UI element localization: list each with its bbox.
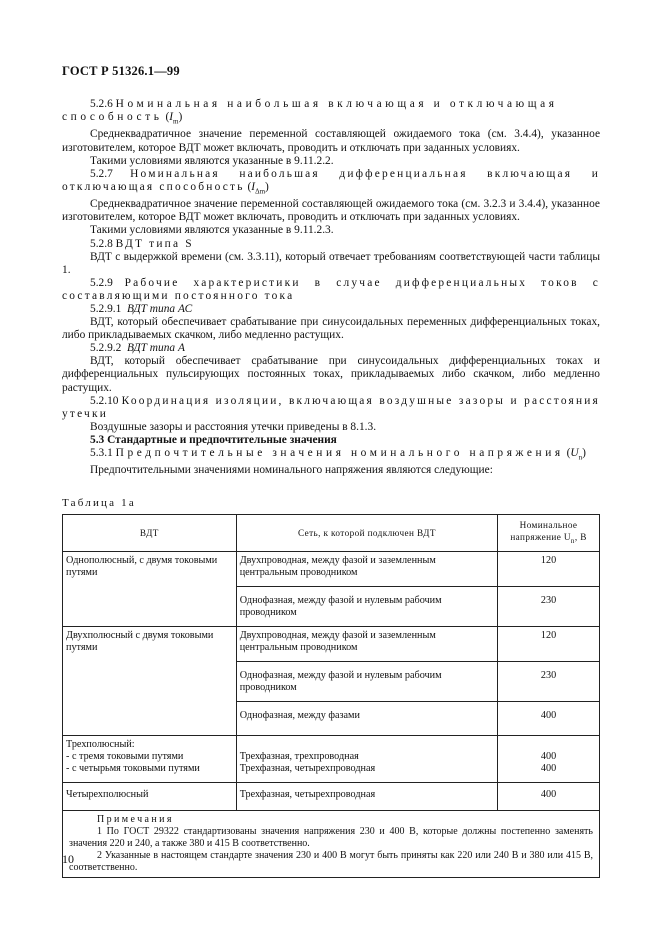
page-header: ГОСТ Р 51326.1—99	[62, 64, 180, 78]
table-row	[63, 736, 600, 783]
section-5-2-10-title: 5.2.10 Координация изоляции, включающая воздушные зазоры и расстояния утечки	[62, 394, 600, 420]
notes-title: Примечания	[97, 814, 174, 825]
note-1: 1 По ГОСТ 29322 стандартизованы значения напряжения 230 и 400 В, которые должны постепенно заменять значения 220 и 240, а также 380 и 415 В соответственно.	[69, 826, 593, 849]
table-row	[63, 783, 600, 811]
header-network: Сеть, к которой подключен ВДТ	[236, 515, 497, 552]
voltage-cell: 400 400	[498, 736, 600, 783]
table-caption: Таблица 1а	[62, 497, 136, 509]
network-cell: Трехфазная, четырехпроводная	[236, 783, 497, 811]
section-5-2-7-title: 5.2.7 Номинальная наибольшая дифференциальная включающая и отключающая способность $(I_{\Delta m})$	[62, 167, 600, 196]
voltage-cell: 400	[498, 783, 600, 811]
vdt-cell: Четырехполюсный	[63, 783, 237, 811]
voltage-cell: 400	[498, 702, 600, 736]
table-notes	[63, 811, 600, 878]
section-5-3-title: 5.3 Стандартные и предпочтительные значения	[90, 433, 337, 446]
voltage-cell: 230	[498, 587, 600, 627]
network-cell: Однофазная, между фазами	[236, 702, 497, 736]
vdt-cell: Двухполюсный с двумя токовыми путями	[63, 627, 237, 736]
body-text: 5.2.6 Номинальная наибольшая включающая и отключающая способность $(I_m)$ Среднеквадратичное значение переменной составляющей ожидаемого тока (см. 3.4.4), указанное изготовителем, которое ВДТ может включать, проводить и отключать при заданных условиях. Такими условиями являются указанные в 9.11.2.2. 5.2.7 Номинальная наибольшая дифференциальная включающая и отключающая способность $(I_{\Delta m})$ Среднеквадратичное значение переменной составляющей ожидаемого тока (см. 3.2.3 и 3.4.4), указанное изготовителем, которое ВДТ может включать, проводить и отключать при заданных условиях. Такими условиями являются указанные в 9.11.2.3. 5.2.8 ВДТ типа S ВДТ с выдержкой времени (см. 3.3.11), который отвечает требованиям соответствующей части таблицы 1. 5.2.9 Рабочие характеристики в случае дифференциальных токов с составляющими постоянного тока 5.2.9.1 ВДТ типа АС ВДТ, который обеспечивает срабатывание при синусоидальных переменных дифференциальных токах, либо прикладываемых скачком, либо медленно растущих. 5.2.9.2 ВДТ типа А ВДТ, который обеспечивает срабатывание при синусоидальных дифференциальных токах и дифференциальных пульсирующих постоянных токах, прикладываемых либо скачком, либо медленно растущих. 5.2.10 Координация изоляции, включающая воздушные зазоры и расстояния утечки Воздушные зазоры и расстояния утечки приведены в 8.1.3. 5.3 Стандартные и предпочтительные значения 5.3.1 Предпочтительные значения номинального напряжения $(U_n)$ Предпочтительными значениями номинального напряжения являются следующие:	[62, 98, 600, 477]
table-notes-row	[63, 811, 600, 878]
section-5-2-9-2-title: 5.2.9.2 ВДТ типа А	[90, 342, 185, 355]
voltage-cell: 230	[498, 662, 600, 702]
section-5-2-9-2-text: ВДТ, который обеспечивает срабатывание при синусоидальных дифференциальных токах и дифференциальных пульсирующих постоянных токах, прикладываемых либо скачком, либо медленно растущих.	[62, 355, 600, 394]
network-cell: Однофазная, между фазой и нулевым рабочим проводником	[236, 662, 497, 702]
section-5-2-8-title: 5.2.8 ВДТ типа S	[90, 237, 194, 250]
section-5-2-6-conditions: Такими условиями являются указанные в 9.11.2.2.	[90, 154, 334, 167]
table-header-row	[63, 515, 600, 552]
section-5-2-10-text: Воздушные зазоры и расстояния утечки приведены в 8.1.3.	[90, 420, 377, 433]
header-vdt: ВДТ	[63, 515, 237, 552]
network-cell: Двухпроводная, между фазой и заземленным центральным проводником	[236, 627, 497, 662]
note-2: 2 Указанные в настоящем стандарте значения 230 и 400 В могут быть приняты как 220 или 240 В и 380 или 415 В, соответственно.	[69, 850, 593, 873]
network-cell: Однофазная, между фазой и нулевым рабочим проводником	[236, 587, 497, 627]
section-5-2-9-1-title: 5.2.9.1 ВДТ типа АС	[90, 302, 193, 315]
header-voltage: Номинальное напряжение $U_n$, В	[498, 515, 600, 552]
section-5-2-9-title: 5.2.9 Рабочие характеристики в случае дифференциальных токов с составляющими постоянного тока	[62, 276, 600, 302]
network-cell: Трехфазная, трехпроводная Трехфазная, четырехпроводная	[236, 736, 497, 783]
voltage-cell: 120	[498, 627, 600, 662]
section-5-2-6-title: 5.2.6 Номинальная наибольшая включающая и отключающая	[90, 98, 558, 110]
voltage-cell: 120	[498, 552, 600, 587]
vdt-cell: Однополюсный, с двумя токовыми путями	[63, 552, 237, 627]
voltage-table	[62, 514, 600, 878]
vdt-cell: Трехполюсный: - с тремя токовыми путями - с четырьмя токовыми путями	[63, 736, 237, 783]
section-5-2-7-text: Среднеквадратичное значение переменной составляющей ожидаемого тока (см. 3.2.3 и 3.4.4), указанное изготовителем, которое ВДТ может включать, проводить и отключать при заданных условиях.	[62, 198, 600, 224]
network-cell: Двухпроводная, между фазой и заземленным центральным проводником	[236, 552, 497, 587]
section-5-2-7-conditions: Такими условиями являются указанные в 9.11.2.3.	[90, 224, 334, 237]
section-5-2-9-1-text: ВДТ, который обеспечивает срабатывание при синусоидальных переменных дифференциальных токах, либо прикладываемых скачком, либо медленно растущих.	[62, 316, 600, 342]
section-5-3-1-text: Предпочтительными значениями номинального напряжения являются следующие:	[90, 464, 493, 477]
table-row	[63, 627, 600, 662]
table-row	[63, 552, 600, 587]
section-5-2-8-text: ВДТ с выдержкой времени (см. 3.3.11), который отвечает требованиям соответствующей части таблицы 1.	[62, 250, 600, 276]
page-number: 10	[62, 852, 74, 866]
section-5-3-1-title: 5.3.1 Предпочтительные значения номинального напряжения $(U_n)$	[90, 447, 586, 462]
section-5-2-6-text: Среднеквадратичное значение переменной составляющей ожидаемого тока (см. 3.4.4), указанное изготовителем, которое ВДТ может включать, проводить и отключать при заданных условиях.	[62, 128, 600, 154]
